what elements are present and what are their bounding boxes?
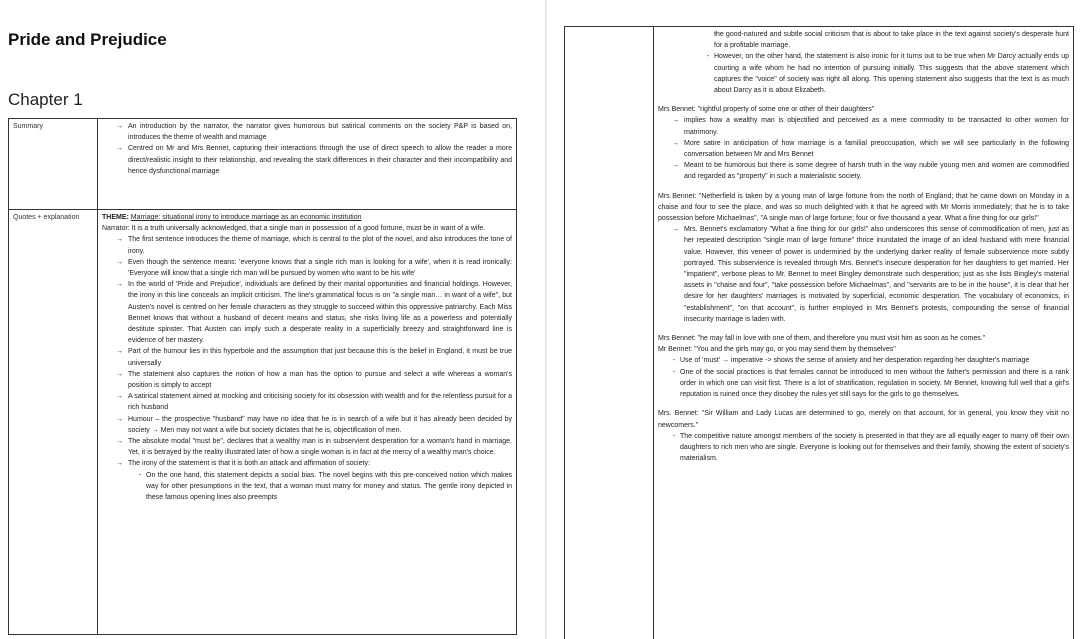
theme-text: Marriage: situational irony to introduce marriage as an economic institution [130,214,362,221]
quote-point: - The competitive nature amongst members of the society is presented in that they are all equally eager to marry off their own daughters to rich men who are single. Everyone is looking out for themselves and their family, showing the extent of society's materialism. [672,431,1069,465]
quote-point: → The first sentence introduces the theme of marriage, which is central to the plot of the novel, and also introduces the tone of irony. [116,234,512,256]
summary-point: → Centred on Mr and Mrs Bennet, capturing their interactions through the use of direct speech to allow the reader a more direct/realistic insight to their relationship, and revealing the stark differences in their character and their incompatibility and hence dysfunctional marriage [116,143,512,177]
empty-label-cell [565,27,654,639]
bennet-quote: Mrs Bennet: "rightful property of some one or other of their daughters" [658,106,875,114]
quote-point: → The absolute modal "must be", declares that a wealthy man is in subservient desperation for a woman's hand in marriage. Yet, it is betrayed by the reality illustrated later of how a single woman is in fact at the mercy of a wealthy man's choice. [116,436,512,458]
continuation-text: - the good-natured and subtle social criticism that is about to take place in the text against society's desperate hunt for a profitable marriage. [714,29,1069,51]
notes-table [8,118,517,635]
theme-label: THEME: [102,214,129,221]
quote-point: → The statement also captures the notion of how a man has the option to pursue and select a wife whereas a woman's position is simply to accept [116,369,512,391]
quotes-cell-continued [654,27,1074,639]
quote-point: → In the world of 'Pride and Prejudice', individuals are defined by their marital opportunities and financial holdings. However, the irony in this line conceals an implicit criticism. The line's grammatical focus is on "a single man… in want of a wife", but Austen's novel is centred on her female characters as they struggle to succeed within this oppressive patriarchy. Each Miss Bennet knows that without a husband of decent means and status, she risks living life as a powerless and potentially destitute spinster. That Austen can imply such a desperate reality in a superficially breezy and straightforward line is evidence of her mastery. [116,279,512,346]
quote-point: → Part of the humour lies in this hyperbole and the assumption that just because this is the belief in England, it must be true universally [116,346,512,368]
quote-point: → Even though the sentence means: 'everyone knows that a single rich man is looking for a wife', when it is read ironically: 'Everyone will know that a single rich man will be pursued by women who want to be his wife' [116,257,512,279]
quote-point: → A satirical statement aimed at mocking and criticising society for its obsession with wealth and for the relentless pursuit for a rich husband [116,391,512,413]
quote-point: → Meant to be humorous but there is some degree of harsh truth in the way nubile young men and women are commodified and regarded as "property" in such a materialistic society. [672,160,1069,182]
quotes-cell [98,210,517,635]
theme-line [102,212,512,223]
quote-point: → Humour – the prospective "husband" may have no idea that he is in search of a wife but it has already been decided by society → Men may not want a wife but society dictates that he is, objectification of men. [116,414,512,436]
right-page [552,0,1080,639]
summary-point: → An introduction by the narrator, the narrator gives humorous but satirical comments on the society P&P is based on, introduces the theme of wealth and marriage [116,121,512,143]
mr-bennet-quote: Mr Bennet: "You and the girls may go, or you may send them by themselves" [658,346,896,354]
quote-point: - Use of 'must' → imperative -> shows the sense of anxiety and her desperation regarding her daughter's marriage [672,355,1069,366]
quotes-row-continued [565,27,1074,639]
narrator-quote: Narrator: It is a truth universally acknowledged, that a single man in possession of a good fortune, must be in want of a wife. [102,225,486,233]
quote-point: → implies how a wealthy man is objectified and perceived as a mere commodity to be transacted to other women for matrimony. [672,115,1069,137]
summary-row [9,119,517,210]
quote-point: → Mrs. Bennet's exclamatory "What a fine thing for our girls!" also underscores this sense of commodification of men, just as her repeated description "single man of large fortune" thrice inundated the image of an ideal husband with mere financial value. However, this veneer of power is undermined by the underlying darker reality of female subservience more subtly portrayed. This subservience is revealed through Mrs. Bennet's insecure desperation for her daughters to get married. Her "impatient", verbose pleas to Mr. Bennet to meet Bingley demonstrate such desperation; just as she lists Bingley's material assets in "chaise and four", "take possession before Michaelmas", and "servants are to be in the house", it is clear that her desire for her daughters' marriages is motivated by superficial, economic desperation. The vocabulary of economics, in "establishment", "on that account", is further employed in Mrs Bennet's protests, compounding the sense of financial insecurity marriage is laden with. [672,224,1069,325]
page-gutter [545,0,547,639]
however-point: - However, on the other hand, the statement is also ironic for it turns out to be true when Mr Darcy actually ends up courting a wife whom he had no intention of pursuing initially. This suggests that the above statement which captures the "voice" of society was right all along. This opening statement also suggests that the text is as much about Darcy as it is about Elizabeth. [706,51,1069,96]
bennet-quote: Mrs. Bennet: "Sir William and Lady Lucas are determined to go, merely on that account, for in general, you know they visit no newcomers." [658,410,1069,429]
notes-table-continued [564,26,1074,639]
quote-sub-point: - On the one hand, this statement depicts a social bias. The novel begins with this pre-conceived notion which makes way for other presumptions in the text, that a woman must marry for money and status. The gentle irony depicted in these famous opening lines also preempts [138,470,512,504]
bennet-quote: Mrs Bennet: "Netherfield is taken by a young man of large fortune from the north of England; that he came down on Monday in a chaise and four to see the place, and was so much delighted with it that he agreed with Mr Morris immediately; that he is to take possession before Michaelmas", "A single man of large fortune; four or five thousand a year. What a fine thing for our girls!" [658,192,1069,223]
document-title: Pride and Prejudice [8,30,167,49]
bennet-quote: Mrs Bennet: "he may fall in love with one of them, and therefore you must visit him as soon as he comes." [658,335,986,343]
quotes-row [9,210,517,635]
quote-point: → More satire in anticipation of how marriage is a familial preoccupation, which we will see particularly in the following conversation between Mr and Mrs Bennet [672,138,1069,160]
chapter-heading: Chapter 1 [8,90,83,109]
summary-label: Summary [9,119,98,210]
summary-cell [98,119,517,210]
quotes-label: Quotes + explanation [9,210,98,635]
quote-point: → The irony of the statement is that it is both an attack and affirmation of society: [116,458,512,469]
quote-point: - One of the social practices is that females cannot be introduced to men without the father's permission and there is a rank order in which one can visit first. There is a lot of stratification, regulation in society. Mr Bennet, knowing full well that a girl's reputation is ruined once they disobey the rules yet still says for the girls to go themselves. [672,367,1069,401]
